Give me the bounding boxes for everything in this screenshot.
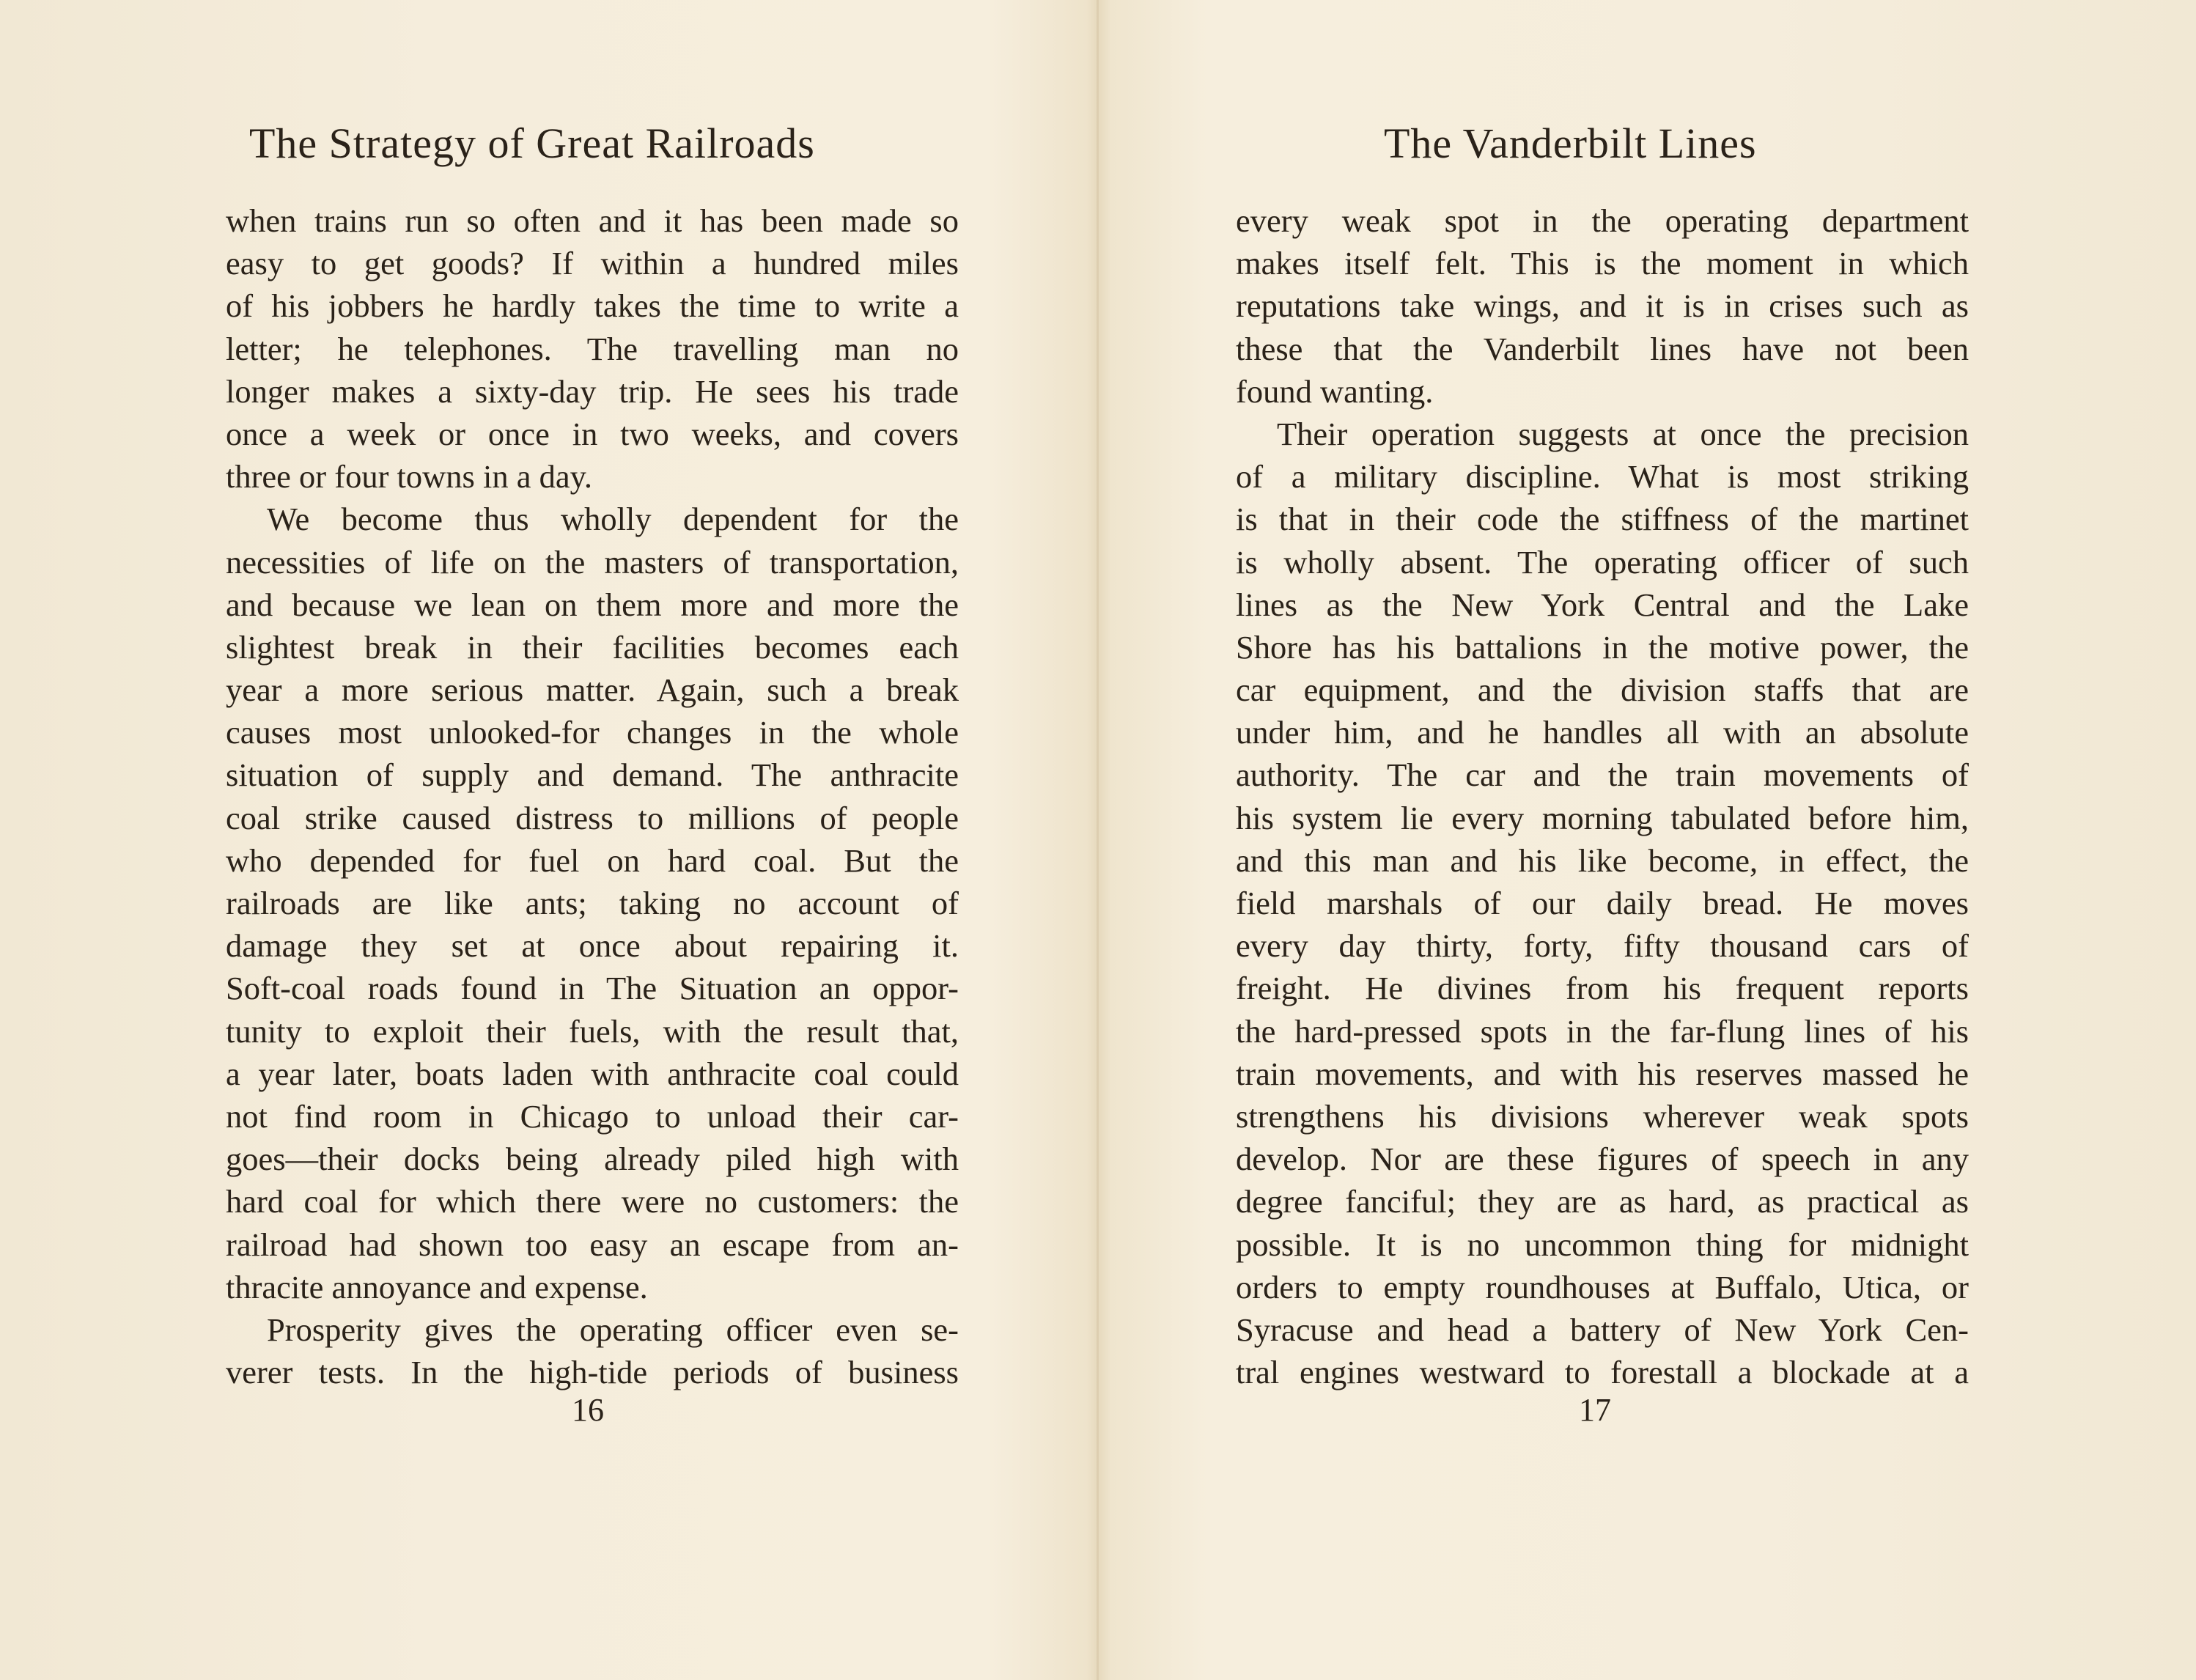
- text-line: makes itself felt. This is the moment in which: [1236, 245, 1969, 282]
- text-line: We become thus wholly dependent for the: [267, 501, 959, 538]
- text-line: of a military discipline. What is most striking: [1236, 458, 1969, 495]
- text-line: field marshals of our daily bread. He moves: [1236, 885, 1969, 921]
- text-line: not find room in Chicago to unload their car-: [226, 1097, 959, 1135]
- text-line: goes—their docks being already piled high with: [226, 1141, 959, 1178]
- text-line: slightest break in their facilities becomes each: [226, 628, 959, 666]
- text-line: Their operation suggests at once the precision: [1277, 415, 1969, 452]
- text-line: train movements, and with his reserves massed he: [1236, 1055, 1969, 1092]
- text-line: Syracuse and head a battery of New York Cen-: [1236, 1311, 1969, 1348]
- text-line: strengthens his divisions wherever weak spots: [1236, 1097, 1969, 1135]
- text-line: car equipment, and the division staffs that are: [1236, 671, 1969, 709]
- text-line: is wholly absent. The operating officer of such: [1236, 543, 1969, 581]
- text-line: a year later, boats laden with anthracite coal could: [226, 1055, 959, 1092]
- text-line: who depended for fuel on hard coal. But the: [226, 841, 959, 879]
- text-line: Prosperity gives the operating officer even se-: [267, 1311, 959, 1348]
- right-page: [1098, 0, 2196, 1680]
- text-line: Soft-coal roads found in The Situation an oppor-: [226, 970, 959, 1007]
- text-line: the hard-pressed spots in the far-flung lines of his: [1236, 1012, 1969, 1050]
- text-line: longer makes a sixty-day trip. He sees his trade: [226, 372, 959, 410]
- text-line: reputations take wings, and it is in crises such as: [1236, 287, 1969, 325]
- right-running-head: The Vanderbilt Lines: [1384, 119, 1757, 167]
- text-line: of his jobbers he hardly takes the time to write a: [226, 287, 959, 325]
- right-text-block: [1236, 199, 1969, 1393]
- text-line: easy to get goods? If within a hundred miles: [226, 245, 959, 282]
- text-line: coal strike caused distress to millions of people: [226, 799, 959, 836]
- text-line: tral engines westward to forestall a blockade at a: [1236, 1354, 1969, 1391]
- text-line: railroads are like ants; taking no account of: [226, 885, 959, 921]
- text-line: these that the Vanderbilt lines have not been: [1236, 330, 1969, 367]
- text-line: is that in their code the stiffness of the martinet: [1236, 501, 1969, 538]
- right-page-number: 17: [1579, 1392, 1611, 1428]
- text-line: orders to empty roundhouses at Buffalo, Utica, or: [1236, 1268, 1969, 1305]
- text-line: when trains run so often and it has been made so: [226, 202, 959, 239]
- text-line: authority. The car and the train movements of: [1236, 756, 1969, 794]
- text-line: degree fanciful; they are as hard, as practical as: [1236, 1183, 1969, 1220]
- text-line: develop. Nor are these figures of speech in any: [1236, 1141, 1969, 1178]
- text-line: his system lie every morning tabulated before him,: [1236, 799, 1969, 836]
- text-line: railroad had shown too easy an escape from an-: [226, 1226, 959, 1263]
- left-page-number: 16: [572, 1392, 604, 1428]
- left-running-head: The Strategy of Great Railroads: [249, 119, 815, 167]
- text-line: damage they set at once about repairing it.: [226, 927, 959, 965]
- text-line: necessities of life on the masters of transportation,: [226, 543, 959, 581]
- left-text-block: [226, 199, 959, 1393]
- text-line: situation of supply and demand. The anthracite: [226, 756, 959, 794]
- text-line: under him, and he handles all with an absolute: [1236, 714, 1969, 751]
- text-line: and this man and his like become, in effect, the: [1236, 841, 1969, 879]
- text-line: hard coal for which there were no customers: the: [226, 1183, 959, 1220]
- text-line: tunity to exploit their fuels, with the result that,: [226, 1012, 959, 1050]
- text-line: lines as the New York Central and the Lake: [1236, 586, 1969, 623]
- text-line: found wanting.: [1236, 372, 1434, 410]
- text-line: verer tests. In the high-tide periods of business: [226, 1354, 959, 1391]
- text-line: letter; he telephones. The travelling man no: [226, 330, 959, 367]
- text-line: freight. He divines from his frequent reports: [1236, 970, 1969, 1007]
- text-line: and because we lean on them more and more the: [226, 586, 959, 623]
- text-line: Shore has his battalions in the motive power, the: [1236, 628, 1969, 666]
- text-line: every weak spot in the operating department: [1236, 202, 1969, 239]
- text-line: causes most unlooked-for changes in the whole: [226, 714, 959, 751]
- text-line: year a more serious matter. Again, such a break: [226, 671, 959, 709]
- text-line: once a week or once in two weeks, and covers: [226, 415, 959, 452]
- text-line: three or four towns in a day.: [226, 458, 593, 495]
- text-line: thracite annoyance and expense.: [226, 1268, 648, 1305]
- text-line: every day thirty, forty, fifty thousand cars of: [1236, 927, 1969, 965]
- text-line: possible. It is no uncommon thing for midnight: [1236, 1226, 1969, 1263]
